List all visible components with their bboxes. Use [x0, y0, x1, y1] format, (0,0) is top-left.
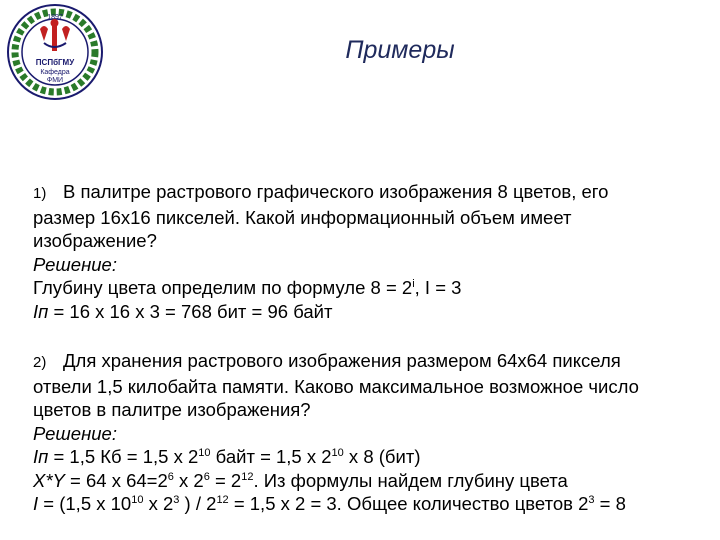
example-1-line1: 1) В палитре растрового графического изображения 8 цветов, его	[33, 180, 703, 206]
logo-year: 1897	[47, 14, 63, 21]
logo-emblem	[6, 3, 104, 101]
example-2-solution-step3: I = (1,5 х $10^{10}$ х $2^3$ ) / $2^{12} = 1,5$ х 2 = 3. Общее количество цветов $2^3 = 8$	[33, 493, 626, 514]
slide-content	[33, 180, 703, 516]
example-1-solution-step2: Iп = 16 х 16 х 3 = 768 бит = 96 байт	[33, 300, 333, 322]
logo-university: ПСПбГМУ	[35, 58, 75, 67]
example-1-line2: размер 16х16 пикселей. Какой информационный объем имеет	[33, 206, 572, 228]
example-2-solution-step2: X*Y = 64 х $64=2^6$ х $2^6 = 2^{12}$. Из формулы найдем глубину цвета	[33, 469, 568, 491]
example-1-solution-label: Решение:	[33, 253, 117, 275]
example-2-solution-step1: Iп = 1,5 Кб = 1,5 х $2^{10}$ байт = 1,5 х $2^{10}$ х 8 (бит)	[33, 446, 421, 467]
slide-title: Примеры	[345, 36, 455, 64]
example-2-line2: отвели 1,5 килобайта памяти. Каково максимальное возможное число	[33, 375, 639, 397]
example-2-solution-label: Решение:	[33, 422, 117, 444]
example-1-line3: изображение?	[33, 230, 157, 251]
example-2-line3: цветов в палитре изображения?	[33, 399, 311, 420]
logo-dept-line1: Кафедра	[40, 69, 70, 76]
example-1-solution-step1: Глубину цвета определим по формуле $8 = 2^i$, I = 3	[33, 277, 462, 298]
example-2-line1: 2) Для хранения растрового изображения размером 64х64 пикселя	[33, 349, 703, 375]
example-1-number: 1)	[33, 185, 47, 202]
example-2-number: 2)	[33, 354, 47, 371]
logo-dept-line2: ФМИ	[46, 77, 64, 84]
department-logo	[6, 3, 104, 101]
